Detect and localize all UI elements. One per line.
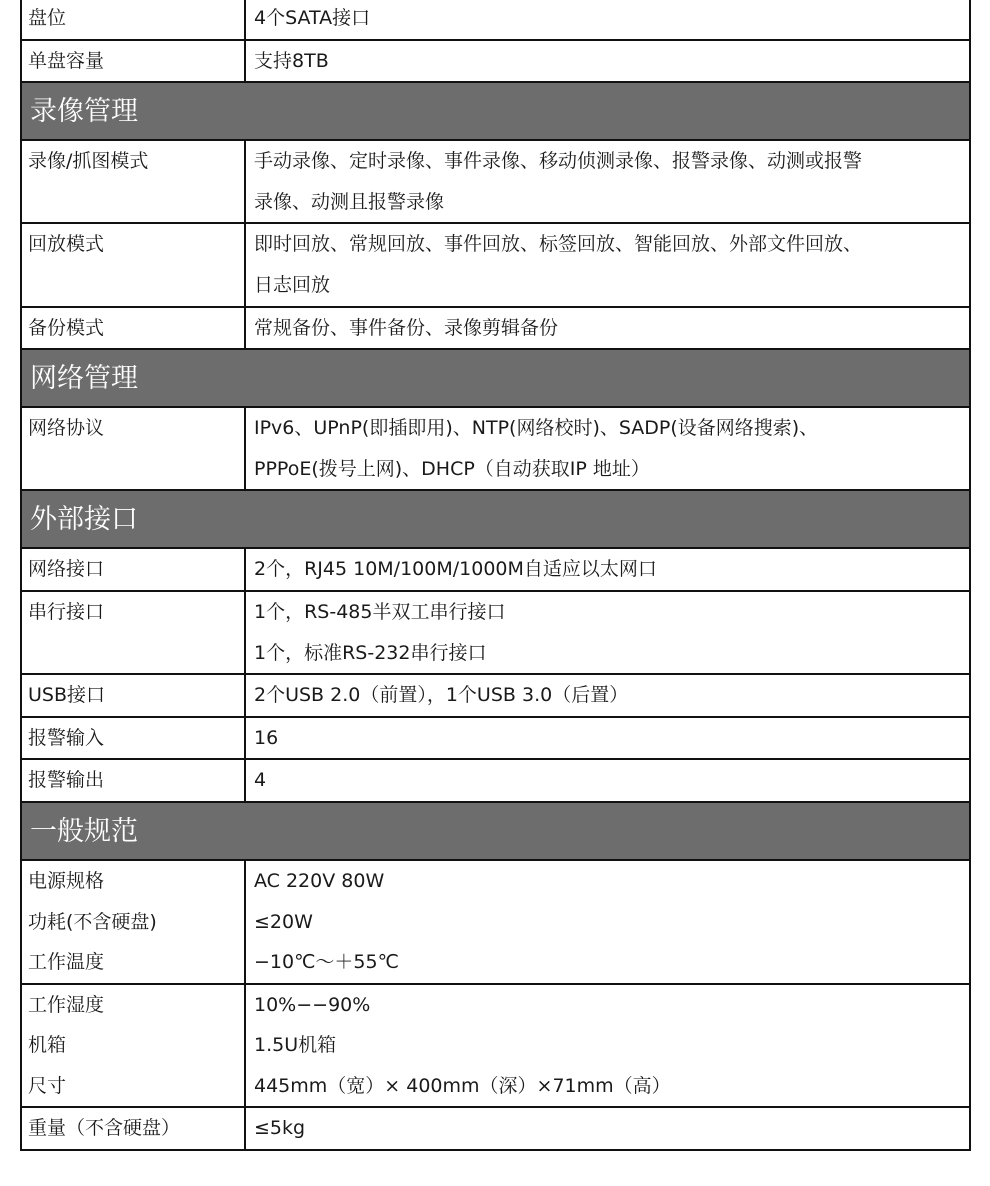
spec-row: [22, 141, 969, 224]
spec-label-cell: [22, 1108, 246, 1149]
spec-label-cell: [22, 308, 246, 349]
spec-value-cell: [246, 760, 969, 801]
spec-value-cell: [246, 549, 969, 590]
spec-label: 盘位: [28, 7, 67, 29]
section-header: 录像管理: [22, 83, 969, 141]
spec-label-cell: [22, 549, 246, 590]
spec-label: 报警输出: [28, 769, 105, 792]
spec-label-cell: [22, 675, 246, 716]
spec-row: [22, 861, 969, 985]
spec-value-cell: [246, 985, 969, 1107]
spec-label: 串行接口: [28, 600, 105, 623]
spec-value: 2个USB 2.0（前置），1个USB 3.0（后置）: [254, 684, 629, 707]
spec-value: ≤20W: [254, 910, 313, 933]
spec-label-cell: [22, 592, 246, 673]
spec-value: 常规备份、事件备份、录像剪辑备份: [254, 316, 559, 339]
spec-label: 机箱: [28, 1034, 67, 1057]
spec-value: ≤5kg: [254, 1117, 306, 1140]
spec-value: PPPoE(拨号上网)、DHCP（自动获取IP 地址）: [254, 457, 650, 480]
spec-table: [20, 0, 971, 1151]
spec-row: [22, 760, 969, 803]
spec-label: 网络接口: [28, 558, 105, 581]
spec-value: 4: [254, 769, 267, 792]
spec-value-cell: [246, 1108, 969, 1149]
spec-row: [22, 224, 969, 307]
spec-label-cell: [22, 41, 246, 82]
spec-label: 回放模式: [28, 233, 105, 256]
spec-row: [22, 718, 969, 761]
spec-value-cell: [246, 308, 969, 349]
spec-label-cell: [22, 760, 246, 801]
spec-value: 445mm（宽）× 400mm（深）×71mm（高）: [254, 1074, 671, 1097]
spec-value: 1个，标准RS-232串行接口: [254, 641, 487, 664]
spec-label: 工作湿度: [28, 993, 105, 1016]
spec-row: [22, 592, 969, 675]
spec-row: [22, 408, 969, 491]
spec-value: −10℃～＋55℃: [254, 951, 399, 974]
spec-value-cell: [246, 224, 969, 305]
spec-label: 备份模式: [28, 316, 105, 339]
section-header: 网络管理: [22, 350, 969, 408]
spec-value-cell: [246, 718, 969, 759]
spec-label-cell: [22, 985, 246, 1107]
section-header: 一般规范: [22, 803, 969, 861]
spec-row: [22, 549, 969, 592]
spec-label: 网络协议: [28, 417, 105, 440]
spec-label-cell: [22, 408, 246, 489]
spec-label: USB接口: [28, 684, 106, 707]
spec-value: 1.5U机箱: [254, 1034, 337, 1057]
spec-value: 1个，RS-485半双工串行接口: [254, 600, 506, 623]
spec-label-cell: [22, 224, 246, 305]
spec-row: [22, 308, 969, 351]
spec-value: 4个SATA接口: [254, 7, 371, 29]
spec-row: [22, 0, 969, 41]
spec-label: 工作温度: [28, 951, 105, 974]
spec-label: 功耗(不含硬盘): [28, 910, 157, 933]
spec-label: 录像/抓图模式: [28, 150, 149, 173]
spec-value: 10%−−90%: [254, 993, 371, 1016]
spec-label: 报警输入: [28, 726, 105, 749]
spec-value-cell: [246, 0, 969, 39]
spec-label: 尺寸: [28, 1074, 67, 1097]
spec-value: 16: [254, 726, 279, 749]
spec-value-cell: [246, 861, 969, 983]
spec-row: [22, 675, 969, 718]
spec-value: 手动录像、定时录像、事件录像、移动侦测录像、报警录像、动测或报警: [254, 150, 863, 173]
spec-value-cell: [246, 592, 969, 673]
spec-row: [22, 985, 969, 1109]
spec-row: [22, 41, 969, 84]
spec-value: 即时回放、常规回放、事件回放、标签回放、智能回放、外部文件回放、: [254, 233, 863, 256]
spec-label: 单盘容量: [28, 49, 105, 72]
spec-value: AC 220V 80W: [254, 869, 385, 892]
spec-value: 录像、动测且报警录像: [254, 190, 445, 213]
spec-row: [22, 1108, 969, 1149]
spec-label-cell: [22, 861, 246, 983]
spec-value-cell: [246, 675, 969, 716]
section-header: 外部接口: [22, 491, 969, 549]
spec-value-cell: [246, 408, 969, 489]
spec-value-cell: [246, 141, 969, 222]
spec-label-cell: [22, 718, 246, 759]
spec-value: 支持8TB: [254, 49, 329, 72]
spec-label: 电源规格: [28, 869, 105, 892]
spec-label-cell: [22, 0, 246, 39]
spec-value: 2个，RJ45 10M/100M/1000M自适应以太网口: [254, 558, 657, 581]
spec-value-cell: [246, 41, 969, 82]
spec-value: 日志回放: [254, 273, 331, 296]
spec-label: 重量（不含硬盘）: [28, 1117, 181, 1140]
spec-value: IPv6、UPnP(即插即用)、NTP(网络校时)、SADP(设备网络搜索)、: [254, 417, 819, 440]
spec-label-cell: [22, 141, 246, 222]
